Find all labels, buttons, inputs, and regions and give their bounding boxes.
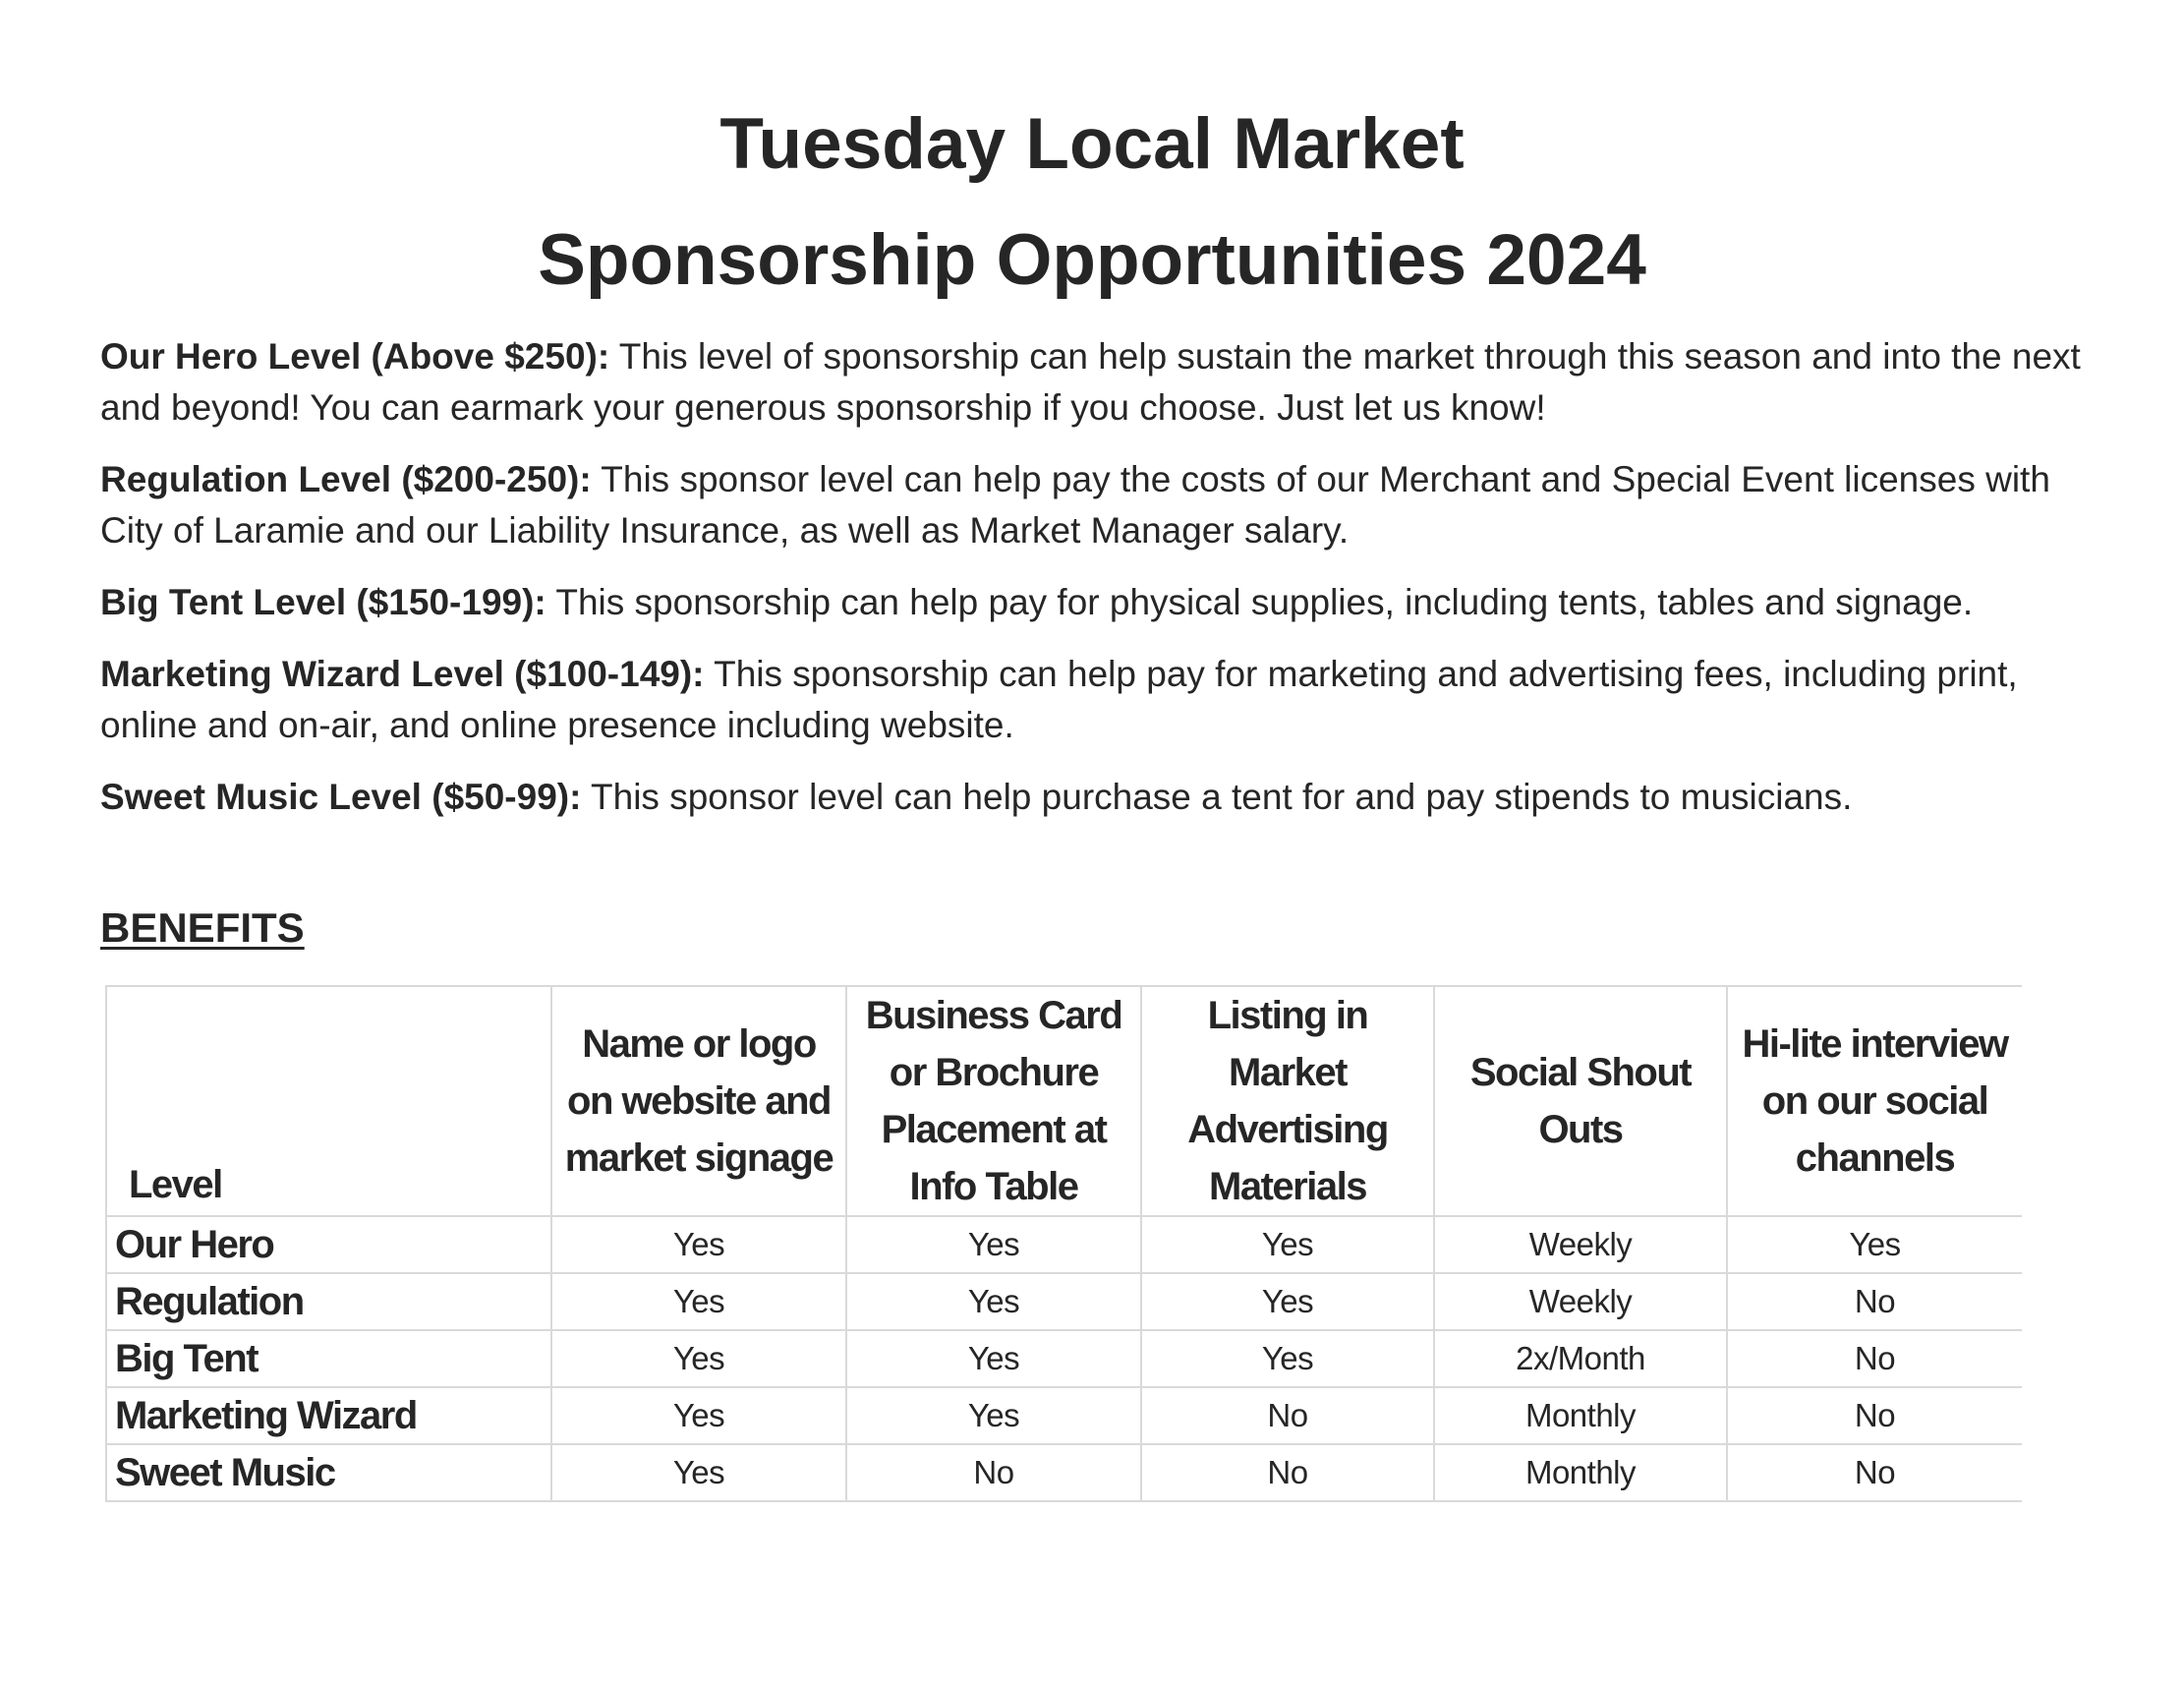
sponsorship-levels (100, 331, 2096, 844)
level-paragraph-big-tent (100, 577, 2096, 628)
column-header-social-shout-outs: Social Shout Outs (1434, 986, 1727, 1216)
table-cell: No (1727, 1387, 2022, 1444)
table-cell-level: Regulation (106, 1273, 551, 1330)
page-subtitle: Sponsorship Opportunities 2024 (538, 220, 1646, 300)
table-cell: Monthly (1434, 1444, 1727, 1501)
column-header-listing: Listing in Market Advertising Materials (1141, 986, 1434, 1216)
level-paragraph-marketing-wizard (100, 649, 2096, 751)
table-cell: No (1727, 1330, 2022, 1387)
table-cell: Yes (846, 1387, 1141, 1444)
table-cell: 2x/Month (1434, 1330, 1727, 1387)
level-description: This sponsorship can help pay for marketing and advertising fees, including print, online and on-air, and online presence including website. (100, 654, 2018, 745)
level-description: This level of sponsorship can help sustain the market through this season and into the next and beyond! You can earmark your generous sponsorship if you choose. Just let us know! (100, 336, 2081, 428)
benefits-table (105, 985, 2022, 1502)
level-name: Marketing Wizard Level ($100-149): (100, 654, 705, 694)
table-row (106, 1444, 2022, 1501)
table-cell: No (1141, 1387, 1434, 1444)
table-row (106, 1273, 2022, 1330)
table-cell: No (846, 1444, 1141, 1501)
table-cell: Weekly (1434, 1273, 1727, 1330)
table-cell: Yes (551, 1216, 846, 1273)
benefits-heading: BENEFITS (100, 904, 305, 951)
table-cell: Weekly (1434, 1216, 1727, 1273)
table-cell: Yes (846, 1216, 1141, 1273)
table-cell: Yes (551, 1273, 846, 1330)
column-header-level: Level (106, 986, 551, 1216)
table-row (106, 1387, 2022, 1444)
table-cell: Yes (846, 1330, 1141, 1387)
level-description: This sponsor level can help pay the costs of our Merchant and Special Event licenses with City of Laramie and our Liability Insurance, as well as Market Manager salary. (100, 459, 2050, 551)
page-title: Tuesday Local Market (719, 104, 1465, 184)
level-paragraph-our-hero (100, 331, 2096, 434)
table-cell: Yes (1141, 1216, 1434, 1273)
table-cell: No (1727, 1273, 2022, 1330)
table-row (106, 1330, 2022, 1387)
column-header-business-card: Business Card or Brochure Placement at Info Table (846, 986, 1141, 1216)
level-name: Our Hero Level (Above $250): (100, 336, 610, 377)
level-name: Big Tent Level ($150-199): (100, 582, 546, 622)
column-header-name-or-logo: Name or logo on website and market signage (551, 986, 846, 1216)
table-cell: No (1141, 1444, 1434, 1501)
table-cell-level: Big Tent (106, 1330, 551, 1387)
level-paragraph-regulation (100, 454, 2096, 556)
level-description: This sponsorship can help pay for physical supplies, including tents, tables and signage. (546, 582, 1974, 622)
level-name: Regulation Level ($200-250): (100, 459, 592, 499)
table-cell: Yes (551, 1444, 846, 1501)
table-cell: Monthly (1434, 1387, 1727, 1444)
table-cell: Yes (551, 1330, 846, 1387)
table-cell-level: Our Hero (106, 1216, 551, 1273)
table-cell: Yes (1141, 1330, 1434, 1387)
table-cell-level: Marketing Wizard (106, 1387, 551, 1444)
table-cell-level: Sweet Music (106, 1444, 551, 1501)
table-cell: Yes (1727, 1216, 2022, 1273)
level-description: This sponsor level can help purchase a tent for and pay stipends to musicians. (581, 777, 1853, 817)
table-header-row (106, 986, 2022, 1216)
table-row (106, 1216, 2022, 1273)
column-header-hi-lite-interview: Hi-lite interview on our social channels (1727, 986, 2022, 1216)
table-cell: Yes (551, 1387, 846, 1444)
table-cell: Yes (1141, 1273, 1434, 1330)
table-cell: No (1727, 1444, 2022, 1501)
table-cell: Yes (846, 1273, 1141, 1330)
level-name: Sweet Music Level ($50-99): (100, 777, 582, 817)
level-paragraph-sweet-music (100, 772, 2096, 823)
